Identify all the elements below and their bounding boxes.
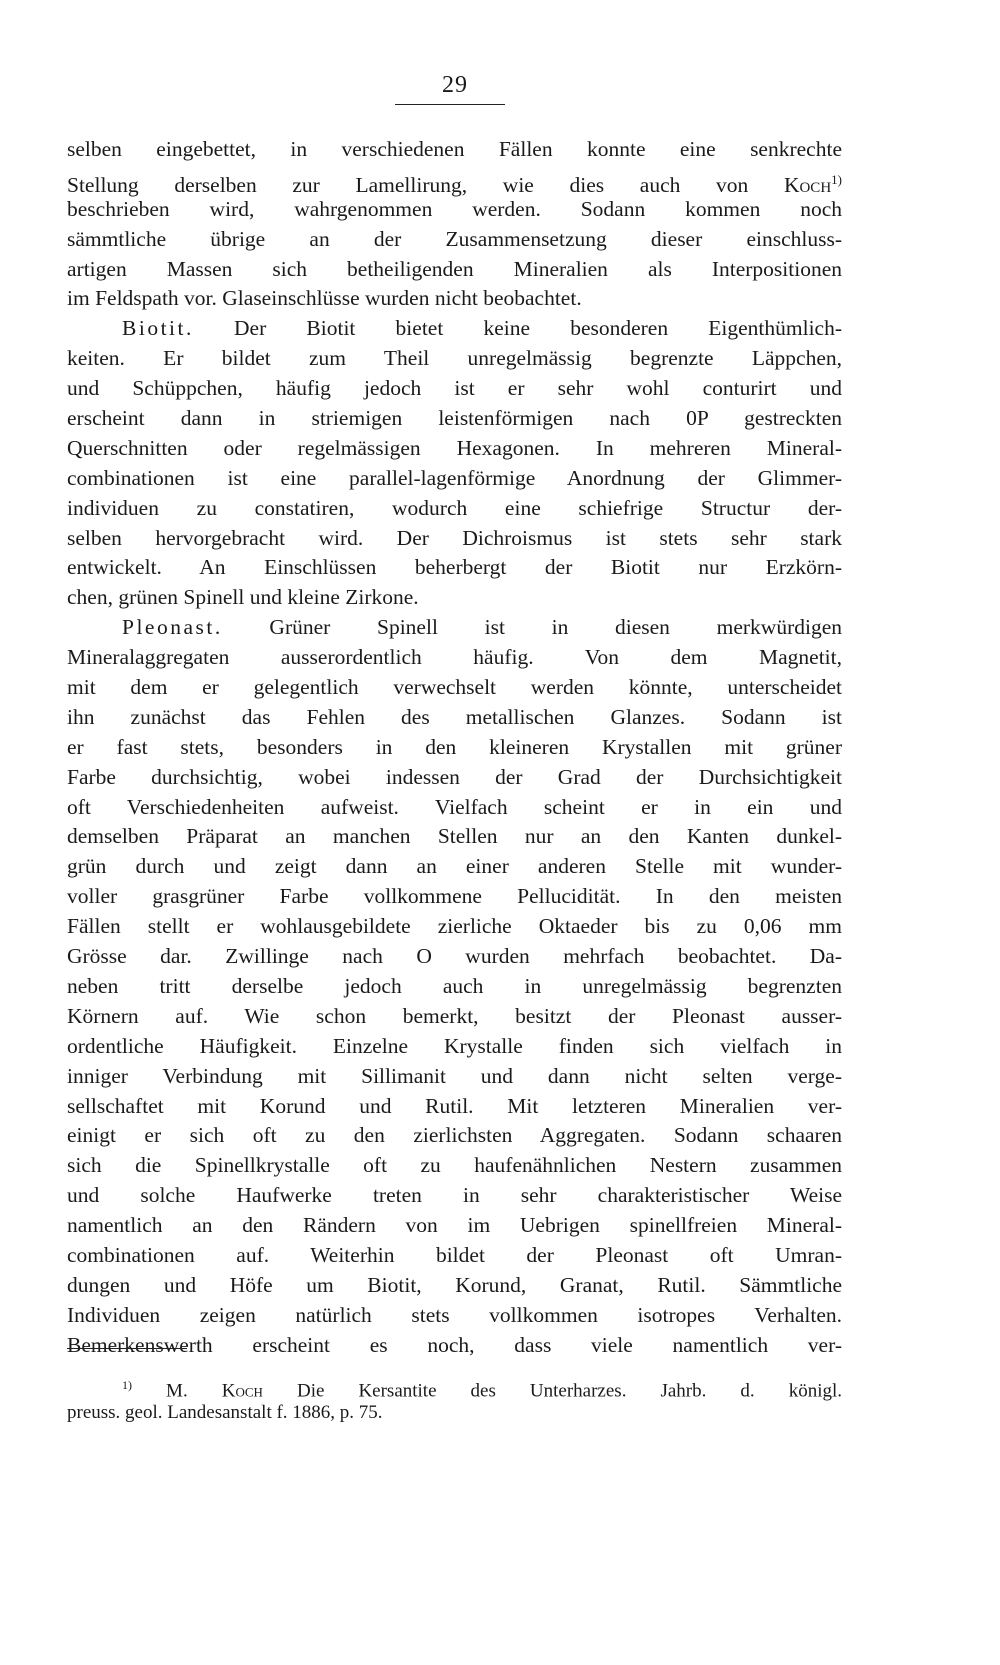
text-line: und Schüppchen, häufig jedoch ist er sehr wohl conturirt und xyxy=(67,376,842,401)
text-line: dungen und Höfe um Biotit, Korund, Granat, Rutil. Sämmtliche xyxy=(67,1272,842,1297)
text-line: Farbe durchsichtig, wobei indessen der Grad der Durchsichtigkeit xyxy=(67,764,842,789)
text-line: sich die Spinellkrystalle oft zu haufenähnlichen Nestern zusammen xyxy=(67,1153,842,1178)
text-line: inniger Verbindung mit Sillimanit und dann nicht selten verge- xyxy=(67,1063,842,1088)
body-text xyxy=(67,135,842,1361)
text-line: ordentliche Häufigkeit. Einzelne Krystalle finden sich vielfach in xyxy=(67,1033,842,1058)
text-line: und solche Haufwerke treten in sehr charakteristischer Weise xyxy=(67,1183,842,1208)
text-line: namentlich an den Rändern von im Uebrigen spinellfreien Mineral- xyxy=(67,1213,842,1238)
text-line: Bemerkenswerth erscheint es noch, dass viele namentlich ver- xyxy=(67,1332,842,1357)
text-line: beschrieben wird, wahrgenommen werden. Sodann kommen noch xyxy=(67,196,842,221)
footnote-rule xyxy=(67,1348,187,1349)
footnotes xyxy=(67,1372,842,1426)
text-segment: Grüner Spinell ist in diesen merkwürdigen xyxy=(269,615,842,640)
text-line: ihn zunächst das Fehlen des metallischen Glanzes. Sodann ist xyxy=(67,704,842,729)
page-number: 29 xyxy=(442,72,468,98)
text-line: combinationen ist eine parallel-lagenförmige Anordnung der Glimmer- xyxy=(67,465,842,490)
text-line: er fast stets, besonders in den kleineren Krystallen mit grüner xyxy=(67,734,842,759)
text-line: neben tritt derselbe jedoch auch in unregelmässig begrenzten xyxy=(67,973,842,998)
text-line: keiten. Er bildet zum Theil unregelmässig begrenzte Läppchen, xyxy=(67,346,842,371)
text-line: Körnern auf. Wie schon bemerkt, besitzt der Pleonast ausser- xyxy=(67,1003,842,1028)
footnote-citation: Die Kersantite des Unterharzes. Jahrb. d. königl. xyxy=(296,1380,843,1402)
author-name: Koch xyxy=(783,173,832,198)
text-line: sellschaftet mit Korund und Rutil. Mit letzteren Mineralien ver- xyxy=(67,1093,842,1118)
text-line: einigt er sich oft zu den zierlichsten Aggregaten. Sodann schaaren xyxy=(67,1123,842,1148)
text-line: Fällen stellt er wohlausgebildete zierliche Oktaeder bis zu 0,06 mm xyxy=(67,914,842,939)
text-line: entwickelt. An Einschlüssen beherbergt der Biotit nur Erzkörn- xyxy=(67,555,842,580)
text-line: Querschnitten oder regelmässigen Hexagonen. In mehreren Mineral- xyxy=(67,435,842,460)
footnote-marker: 1) xyxy=(122,1378,132,1392)
text-line xyxy=(67,613,842,643)
footnote-line: preuss. geol. Landesanstalt f. 1886, p. 75. xyxy=(67,1402,383,1423)
text-line: Grösse dar. Zwillinge nach O wurden mehrfach beobachtet. Da- xyxy=(67,944,842,969)
text-segment: Stellung derselben zur Lamellirung, wie dies auch von xyxy=(67,173,749,198)
section-heading-biotit: Biotit. xyxy=(122,316,194,341)
text-line: mit dem er gelegentlich verwechselt werden könnte, unterscheidet xyxy=(67,675,842,700)
text-line: selben hervorgebracht wird. Der Dichroismus ist stets sehr stark xyxy=(67,525,842,550)
text-line: Individuen zeigen natürlich stets vollkommen isotropes Verhalten. xyxy=(67,1302,842,1327)
footnote-reference: 1) xyxy=(831,171,842,187)
text-line: individuen zu constatiren, wodurch eine schiefrige Structur der- xyxy=(67,495,842,520)
text-segment: Der Biotit bietet keine besonderen Eigenthümlich- xyxy=(234,316,843,341)
section-heading-pleonast: Pleonast. xyxy=(122,615,223,640)
text-line: demselben Präparat an manchen Stellen nur an den Kanten dunkel- xyxy=(67,824,842,849)
header-rule xyxy=(395,104,505,105)
text-line: Mineralaggregaten ausserordentlich häufig. Von dem Magnetit, xyxy=(67,645,842,670)
text-line: selben eingebettet, in verschiedenen Fällen konnte eine senkrechte xyxy=(67,137,842,161)
text-line: combinationen auf. Weiterhin bildet der Pleonast oft Umran- xyxy=(67,1242,842,1267)
text-line: im Feldspath vor. Glaseinschlüsse wurden nicht beobachtet. xyxy=(67,286,582,311)
text-line: oft Verschiedenheiten aufweist. Vielfach scheint er in ein und xyxy=(67,794,842,819)
text-line xyxy=(67,314,842,344)
text-line: grün durch und zeigt dann an einer anderen Stelle mit wunder- xyxy=(67,854,842,879)
footnote-author-prefix: M. xyxy=(166,1380,188,1402)
footnote-author: Koch xyxy=(221,1380,263,1402)
text-line xyxy=(67,165,842,198)
text-line: chen, grünen Spinell und kleine Zirkone. xyxy=(67,585,419,610)
text-line: sämmtliche übrige an der Zusammensetzung dieser einschluss- xyxy=(67,226,842,251)
text-line: voller grasgrüner Farbe vollkommene Pellucidität. In den meisten xyxy=(67,884,842,909)
text-line: erscheint dann in striemigen leistenförmigen nach 0P gestreckten xyxy=(67,406,842,431)
text-line: artigen Massen sich betheiligenden Mineralien als Interpositionen xyxy=(67,256,842,281)
footnote-line xyxy=(67,1372,843,1402)
